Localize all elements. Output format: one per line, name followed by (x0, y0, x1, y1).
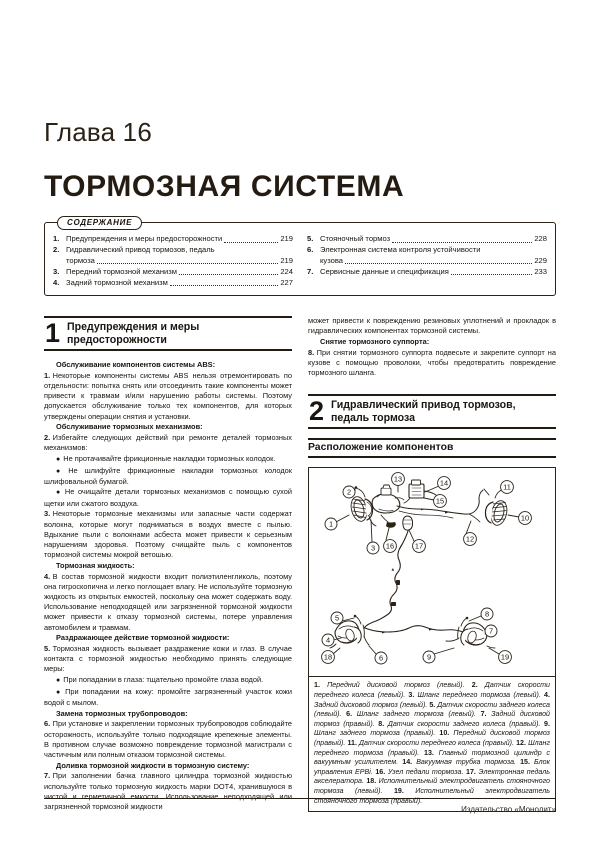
section-1-header (44, 316, 292, 351)
paragraph-8-number: 8. (308, 347, 315, 357)
caption-item-number: 3. (408, 691, 415, 700)
paragraph-6 (44, 719, 292, 760)
contents-entry-title-continued: тормоза (66, 255, 95, 265)
caption-item-number: 7. (480, 710, 487, 719)
bullet-dot-icon: ● (56, 688, 63, 696)
caption-item-text: Датчик скорости переднего колеса (правый). (359, 738, 514, 747)
contents-entry-page: 229 (534, 255, 547, 265)
contents-leader-dots (179, 267, 278, 275)
svg-text:2: 2 (346, 488, 352, 498)
caption-item-text: Электронная педаль акселератора. (314, 767, 550, 786)
paragraph-5 (44, 644, 292, 675)
bullet-text: При попадании на кожу: промойте загрязненный участок кожи водой с мылом. (44, 686, 292, 707)
caption-item-text: Шланг заднего тормоза (левый). (356, 710, 476, 719)
svg-text:5: 5 (334, 614, 340, 624)
footer-publisher: Издательство «Монолит» (461, 805, 556, 814)
footer-divider (44, 798, 556, 799)
bullet-dot-icon: ● (56, 455, 61, 463)
caption-item-number: 1. (314, 681, 320, 690)
master-cylinder-art (372, 485, 404, 513)
paragraph-5-number: 5. (44, 643, 51, 653)
bullet-text: При попадании в глаза: тщательно промойте глаза водой. (63, 675, 264, 685)
caption-item-text: Главный тормозной цилиндр с вакуумным усилителем. (314, 748, 550, 767)
contents-entry[interactable] (307, 234, 547, 245)
accelerator-pedal-art (403, 516, 413, 530)
svg-text:14: 14 (439, 479, 449, 489)
caption-item-number: 13. (424, 748, 434, 757)
caption-item-text: Узел педали тормоза. (387, 767, 464, 776)
caption-item-text: Шланг переднего тормоза (правый). (314, 738, 550, 757)
caption-item-number: 6. (346, 710, 353, 719)
svg-text:8: 8 (484, 610, 490, 620)
paragraph-8 (308, 348, 556, 379)
caption-item-number: 9. (544, 719, 550, 728)
bullet-dot-icon: ● (56, 467, 66, 475)
contents-entry-page: 219 (280, 234, 293, 243)
caption-item-text: Датчик скорости заднего колеса (правый). (387, 719, 541, 728)
contents-entry-number: 7. (307, 266, 314, 276)
section-1-title (67, 321, 199, 346)
contents-entry-title: Предупреждения и меры предосторожности (66, 234, 223, 243)
subheading-brake-fluid: Тормозная жидкость: (56, 560, 135, 570)
bullet-text: Не протачивайте фрикционные накладки тормозных колодок. (63, 453, 276, 463)
caption-item-number: 12. (516, 738, 526, 747)
paragraph-3-text: Некоторые тормозные механизмы или запасные части содержат волокна, которые могут подниматься в воздух вместе с пылью. Вдыхание пыли с волокнами асбеста может привести к серьезным нарушениям здоровья. Поэтому счищайте пыль с компонентов тормозной системы мокрой ветошью. (44, 509, 292, 560)
contents-entry-number: 1. (53, 234, 60, 243)
paragraph-7-continued (308, 316, 556, 336)
paragraph-3 (44, 509, 292, 560)
caption-item-text: Блок управления EPBi. (314, 758, 550, 776)
subheading-fluid-topup: Доливка тормозной жидкости в тормозную систему: (56, 760, 250, 770)
chapter-title: ТОРМОЗНАЯ СИСТЕМА (44, 170, 405, 203)
contents-leader-dots (392, 235, 532, 243)
svg-text:13: 13 (393, 475, 403, 485)
caption-item-text: Датчик скорости заднего колеса (левый). (314, 700, 550, 719)
bullet-item (44, 675, 292, 686)
paragraph-4 (44, 572, 292, 633)
paragraph-7-number: 7. (44, 771, 51, 781)
caption-item (346, 710, 476, 718)
svg-text:4: 4 (325, 636, 331, 646)
paragraph-1-text: Некоторые компоненты системы ABS нельзя отремонтировать по отдельности: попытка снять или отсоединить такие компоненты может привести к травмам и/или нарушению работы системы. Поэтому допускается обслуживание только тех компонентов, для которых утверждены операции снятия и установки. (44, 370, 292, 421)
paragraph-2 (44, 433, 292, 453)
caption-item-text: Вакуумная трубка тормоза. (416, 758, 517, 767)
contents-entry-page: 224 (280, 266, 293, 276)
contents-entry-title-continued: кузова (320, 255, 343, 265)
contents-entry-number: 3. (53, 266, 60, 276)
caption-item-text: Задний дисковой тормоз (правый). (314, 710, 550, 728)
paragraph-2-number: 2. (44, 432, 51, 442)
contents-entry-page: 233 (534, 266, 547, 276)
bullet-item (44, 487, 292, 508)
paragraph-8-text: При снятии тормозного суппорта подвесьте и закрепите суппорт на кузове с помощью проволоки, чтобы предотвратить повреждение тормозного шланга. (308, 347, 556, 378)
subheading-fluid-irritation: Раздражающее действие тормозной жидкости: (56, 633, 230, 643)
caption-item-text: Исполнительный электродвигатель стояночного тормоза (правый). (314, 786, 550, 805)
svg-text:1: 1 (328, 520, 334, 530)
paragraph-7-text: При заполнении бачка главного цилиндра тормозной жидкостью используйте только тормозную жидкость марки DOT4, хранившуюся в чистой и герметичной емкости. Использование неподходящей или загрязненной тормозной жидкости (44, 771, 292, 812)
caption-item-number: 19. (393, 786, 404, 795)
paragraph-4-text: В состав тормозной жидкости входит полиэтиленгликоль, поэтому она гигроскопична и легко поглощает влагу. Не используйте тормозную жидкость из открытых емкостей, поскольку она может содержать воду. Использование неподходящей или загрязненной тормозной жидкости может привести к отказу тормозной системы, потере управления автомобилем и травмам. (44, 571, 292, 632)
bullet-item (44, 687, 292, 708)
svg-text:3: 3 (370, 544, 376, 554)
caption-item-number: 14. (402, 758, 413, 767)
section-2-number: 2 (309, 396, 325, 427)
contents-entry[interactable] (53, 234, 293, 245)
svg-text:19: 19 (500, 653, 510, 663)
contents-tab-label: СОДЕРЖАНИЕ (57, 216, 142, 230)
section-1-title-line-1: Предупреждения и меры (67, 321, 200, 334)
paragraph-7 (44, 771, 292, 812)
svg-text:6: 6 (378, 654, 384, 664)
paragraph-6-text: При установке и закреплении тормозных трубопроводов соблюдайте осторожность, используйте только подходящие крепежные элементы. В противном случае возможно повреждение тормозной магистрали с частичным или полным отказом тормозной системы. (44, 719, 292, 760)
paragraph-6-number: 6. (44, 719, 51, 729)
subheading-abs-service: Обслуживание компонентов системы ABS: (56, 360, 216, 369)
contents-leader-dots (224, 235, 278, 243)
contents-column-left (53, 234, 293, 289)
caption-item-number: 4. (544, 691, 550, 700)
contents-entry-title: Передний тормозной механизм (66, 266, 177, 276)
caption-item-text: Шланг заднего тормоза (правый). (314, 729, 436, 738)
paragraph-1 (44, 371, 292, 422)
subheading-pipe-replacement: Замена тормозных трубопроводов: (56, 708, 188, 718)
rear-left-disc-brake-art (335, 621, 361, 643)
section-2-title-line-2: педаль тормоза (331, 411, 416, 424)
front-left-disc-brake-art (349, 495, 373, 523)
caption-item-number: 5. (429, 700, 436, 709)
caption-item-text: Задний дисковой тормоз (левый). (314, 700, 428, 709)
section-1-number: 1 (45, 318, 61, 348)
caption-item (347, 739, 514, 747)
caption-item (408, 691, 540, 699)
caption-item (402, 758, 516, 766)
svg-text:15: 15 (435, 497, 445, 507)
caption-item-number: 10. (439, 729, 450, 738)
contents-entry[interactable] (307, 245, 547, 266)
bullet-item (44, 454, 292, 465)
contents-entry-page: 228 (534, 234, 547, 243)
subheading-brake-service: Обслуживание тормозных механизмов: (56, 422, 203, 432)
section-2-title (331, 399, 516, 424)
caption-item (378, 720, 540, 728)
contents-leader-dots (451, 267, 533, 275)
svg-text:10: 10 (520, 514, 530, 524)
contents-column-right (307, 234, 547, 289)
svg-text:16: 16 (385, 542, 395, 552)
subheading-caliper-removal: Снятие тормозного суппорта: (320, 336, 430, 346)
contents-entry-title: Гидравлический привод тормозов, педаль (66, 245, 215, 255)
caption-item-text: Датчик скорости переднего колеса (левый). (314, 681, 550, 700)
caption-item-number: 18. (366, 777, 377, 786)
caption-item-text: Передний дисковой тормоз (правый). (314, 729, 550, 747)
contents-leader-dots (97, 256, 278, 264)
contents-entry-title: Стояночный тормоз (320, 234, 391, 243)
svg-text:9: 9 (426, 653, 432, 663)
bullet-dot-icon: ● (56, 677, 61, 685)
caption-item-number: 2. (471, 681, 478, 690)
caption-item-number: 8. (378, 719, 385, 728)
contents-entry-title: Электронная система контроля устойчивости (320, 245, 481, 255)
chapter-label: Глава 16 (44, 117, 152, 147)
svg-text:18: 18 (323, 653, 333, 663)
caption-item (314, 681, 465, 689)
contents-entry[interactable] (307, 267, 547, 278)
caption-item (375, 768, 463, 776)
contents-box (44, 218, 556, 296)
section-2-header (308, 394, 556, 429)
contents-entry-page: 227 (280, 277, 293, 287)
paragraph-2-text: Избегайте следующих действий при ремонте деталей тормозных механизмов: (44, 432, 292, 453)
paragraph-7-continued-text: может привести к повреждению резиновых уплотнений и прокладок в гидравлических компонентах тормозной системы. (308, 316, 556, 336)
caption-item-text: Передний дисковой тормоз (левый). (327, 681, 465, 690)
body-column-left (44, 316, 292, 813)
bullet-text: Не очищайте детали тормозных механизмов с помощью сухой щетки или сжатого воздуха. (44, 487, 292, 508)
contents-leader-dots (345, 256, 532, 264)
contents-entry-number: 6. (307, 245, 314, 255)
component-layout-caption (308, 677, 556, 812)
paragraph-4-number: 4. (44, 571, 51, 581)
caption-item-text: Исполнительный электродвигатель стояночного тормоза (левый). (314, 777, 550, 795)
svg-text:7: 7 (488, 627, 494, 637)
contents-entry-number: 4. (53, 277, 60, 287)
contents-entry[interactable] (53, 267, 293, 278)
paragraph-5-text: Тормозная жидкость вызывает раздражение кожи и глаз. В случае контакта с тормозной жидкостью необходимо принять следующие меры: (44, 643, 292, 674)
subsection-component-location-title: Расположение компонентов (308, 438, 556, 458)
bullet-dot-icon: ● (56, 489, 62, 497)
contents-entry-title: Задний тормозной механизм (66, 277, 168, 287)
section-2-title-line-1: Гидравлический привод тормозов, (331, 399, 516, 412)
svg-text:12: 12 (465, 535, 475, 545)
body-column-right (308, 316, 556, 812)
contents-entry[interactable] (53, 245, 293, 266)
paragraph-3-number: 3. (44, 509, 51, 519)
caption-item-number: 16. (375, 767, 386, 776)
front-right-disc-brake-art (485, 499, 509, 527)
caption-item-number: 15. (520, 758, 530, 767)
contents-entry-title: Сервисные данные и спецификация (320, 266, 449, 276)
rear-right-disc-brake-art (461, 623, 487, 645)
caption-item-text: Шланг переднего тормоза (левый). (417, 691, 541, 700)
contents-entry-page: 219 (280, 255, 293, 265)
section-1-title-line-2: предосторожности (67, 333, 167, 346)
paragraph-1-number: 1. (44, 370, 51, 380)
bullet-text: Не шлифуйте фрикционные накладки тормозных колодок шлифовальной бумагой. (44, 465, 293, 486)
caption-item-number: 17. (466, 767, 476, 776)
svg-text:17: 17 (414, 542, 424, 552)
contents-entry-number: 2. (53, 245, 60, 255)
contents-leader-dots (170, 278, 279, 286)
svg-text:11: 11 (503, 483, 511, 493)
caption-item-number: 11. (347, 738, 357, 747)
brake-system-diagram (309, 468, 555, 676)
contents-entry-number: 5. (307, 234, 314, 243)
component-layout-figure (308, 467, 556, 677)
bullet-item (44, 466, 292, 487)
contents-entry[interactable] (53, 278, 293, 289)
